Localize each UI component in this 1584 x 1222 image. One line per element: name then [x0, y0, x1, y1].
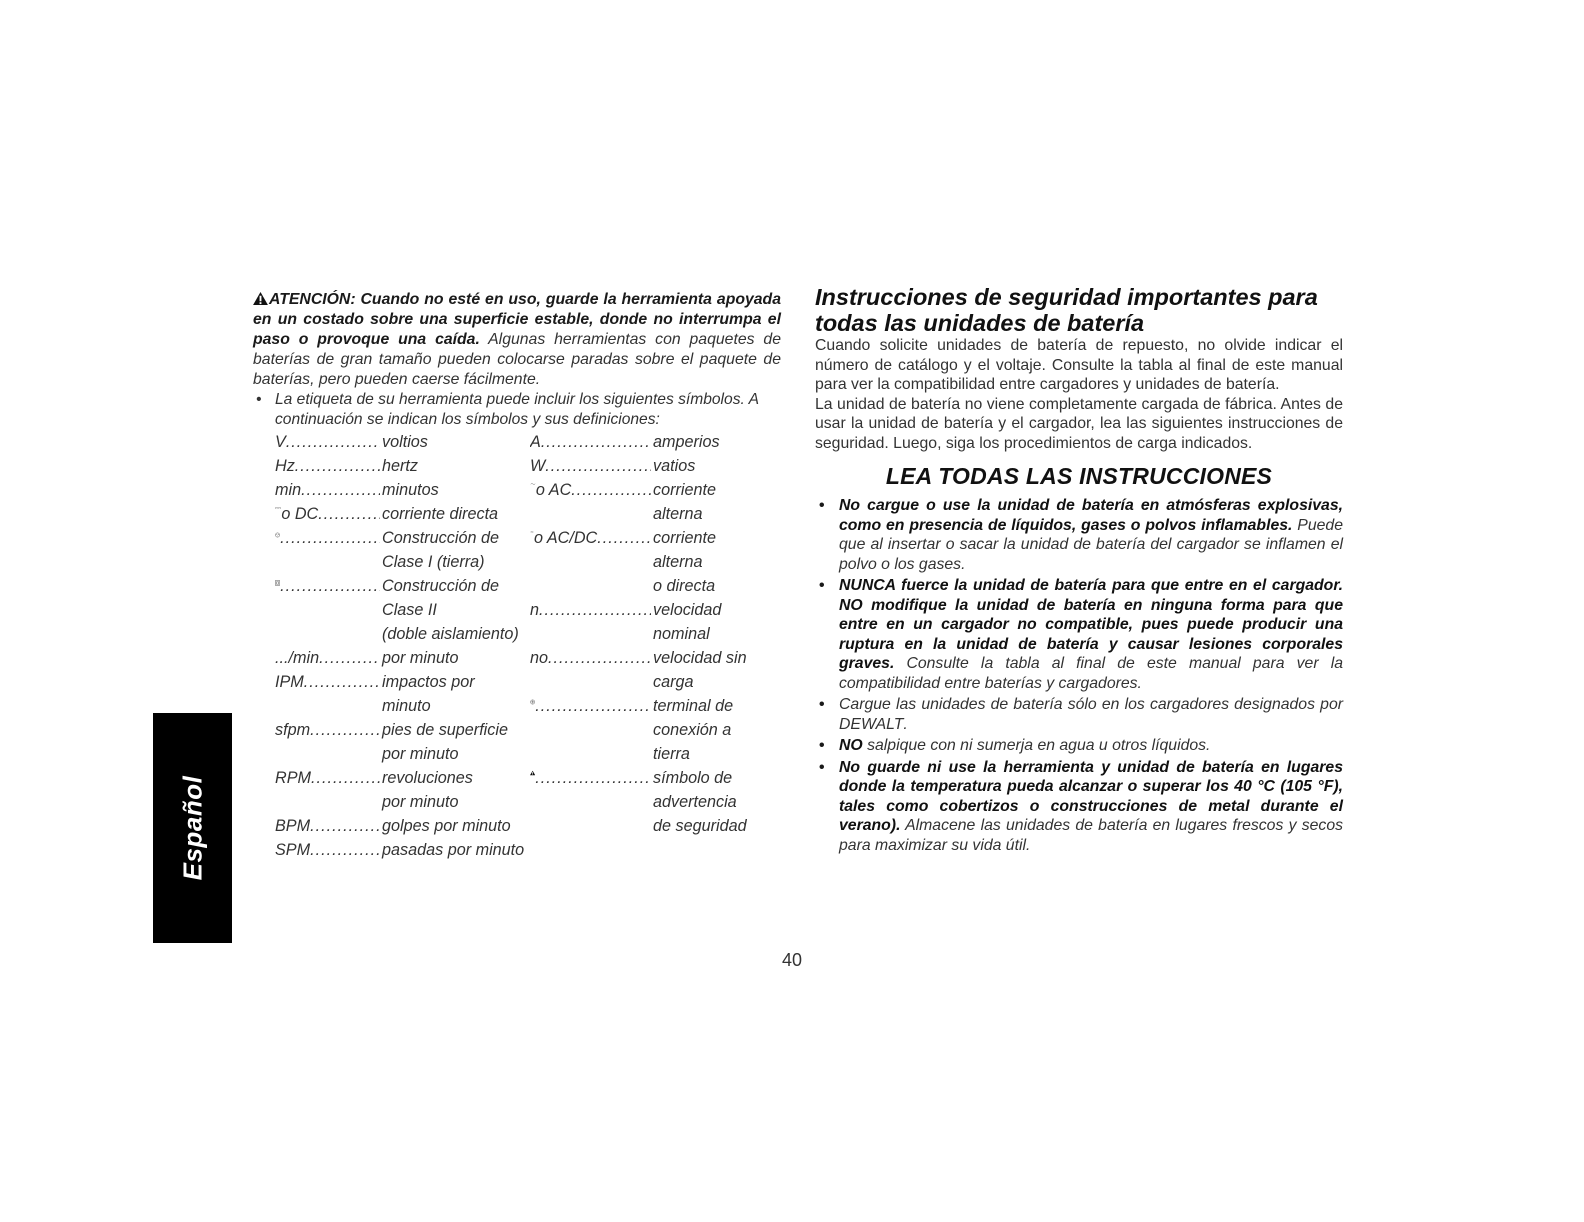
storage-warning	[253, 290, 781, 390]
symbol-row: BPM ..... golpes por minuto	[275, 814, 530, 838]
symbols-table	[275, 430, 781, 860]
symbol-row: conexión a	[653, 721, 732, 739]
symbol-row: .../min ..... por minuto	[275, 646, 530, 670]
list-item: • NUNCA fuerce la unidad de batería para que entre en el cargador. NO modifique la unidad de batería en ninguna forma para que entre en un cargador no compatible, pues puede producir una ruptura en la unidad de batería y causar lesiones corporales graves. Consulte la tabla al final de este manual para ver la compatibilidad entre baterías y cargadores.	[819, 577, 1343, 692]
language-tab	[153, 713, 232, 943]
left-column	[253, 290, 781, 860]
symbol-row: tierra	[653, 745, 690, 763]
symbol-row: alterna	[653, 553, 703, 571]
symbol-row: Clase II	[382, 601, 437, 619]
read-all-heading: LEA TODAS LAS INSTRUCCIONES	[885, 463, 1273, 489]
symbol-row: o AC/DC ..... corriente	[530, 526, 780, 550]
symbol-row: por minuto	[382, 745, 459, 763]
right-column	[815, 284, 1343, 857]
symbol-row: o DC ..... corriente directa	[275, 502, 530, 526]
symbol-row: no ..... velocidad sin	[530, 646, 780, 670]
label-symbols-intro: • La etiqueta de su herramienta puede incluir los siguientes símbolos. A continuación se indican los símbolos y sus definiciones:	[256, 391, 759, 428]
symbol-row: por minuto	[382, 793, 459, 811]
symbol-row: sfpm ..... pies de superficie	[275, 718, 530, 742]
symbol-row: W ..... vatios	[530, 454, 780, 478]
symbols-column-1	[275, 430, 530, 862]
warning-triangle-icon	[253, 292, 268, 305]
storage-warning-bold: ATENCIÓN: Cuando no esté en uso, guarde la herramienta apoyada en un costado sobre una superficie estable, donde no interrumpa el paso o provoque una caída.	[253, 291, 781, 348]
symbol-row: ..... Construcción de	[275, 526, 530, 550]
symbol-row: Hz ..... hertz	[275, 454, 530, 478]
symbol-row: de seguridad	[653, 817, 747, 835]
bullet-dot: •	[256, 391, 262, 408]
symbol-row: SPM ..... pasadas por minuto	[275, 838, 530, 862]
symbol-row: V ..... voltios	[275, 430, 530, 454]
brand-name: DEWALT	[839, 715, 904, 733]
symbol-row: min ..... minutos	[275, 478, 530, 502]
symbol-row: ..... Construcción de	[275, 574, 530, 598]
symbol-row: carga	[653, 673, 694, 691]
list-item: • No guarde ni use la herramienta y unidad de batería en lugares donde la temperatura pueda alcanzar o superar los 40 °C (105 °F), tales como cobertizos o construcciones de metal durante el verano). Almacene las unidades de batería en lugares frescos y secos para maximizar su vida útil.	[819, 758, 1343, 854]
symbol-row: A ..... amperios	[530, 430, 780, 454]
symbols-column-2	[530, 430, 780, 838]
replacement-paragraph: Cuando solicite unidades de batería de repuesto, no olvide indicar el número de catálogo y el voltaje. Consulte la tabla al final de este manual para ver la compatibilidad entre cargadores y unidades de batería.	[815, 337, 1343, 393]
symbol-row: ..... terminal de	[530, 694, 780, 718]
section-title: Instrucciones de seguridad importantes para todas las unidades de batería	[815, 284, 1318, 336]
symbol-row: n ..... velocidad	[530, 598, 780, 622]
list-item: • Cargue las unidades de batería sólo en los cargadores designados por DEWALT.	[819, 696, 1343, 733]
list-item: • No cargue o use la unidad de batería en atmósferas explosivas, como en presencia de líquidos, gases o polvos inflamables. Puede que al insertar o sacar la unidad de batería del cargador se inflamen el polvo o los gases.	[819, 497, 1343, 573]
charging-paragraph: La unidad de batería no viene completamente cargada de fábrica. Antes de usar la unidad de batería y el cargador, lea las siguientes instrucciones de seguridad. Luego, siga los procedimientos de carga indicados.	[815, 395, 1343, 452]
page-number: 40	[781, 950, 803, 970]
symbol-row: (doble aislamiento)	[382, 625, 519, 643]
language-tab-label: Español	[177, 775, 207, 881]
symbol-row: o AC ..... corriente	[530, 478, 780, 502]
list-item: • NO salpique con ni sumerja en agua u otros líquidos.	[819, 737, 1211, 754]
safety-list	[815, 496, 1343, 855]
symbol-row: Clase I (tierra)	[382, 553, 485, 571]
symbol-row: ..... símbolo de	[530, 766, 780, 790]
symbol-row: RPM ..... revoluciones	[275, 766, 530, 790]
storage-warning-text: Algunas herramientas con paquetes de baterías de gran tamaño pueden colocarse paradas sobre el paquete de baterías, pero pueden caerse fácilmente.	[253, 331, 781, 388]
symbol-row: alterna	[653, 505, 703, 523]
symbol-row: IPM ..... impactos por	[275, 670, 530, 694]
symbol-row: advertencia	[653, 793, 737, 811]
symbol-row: minuto	[382, 697, 431, 715]
symbol-row: nominal	[653, 625, 710, 643]
symbol-row: o directa	[653, 577, 716, 595]
